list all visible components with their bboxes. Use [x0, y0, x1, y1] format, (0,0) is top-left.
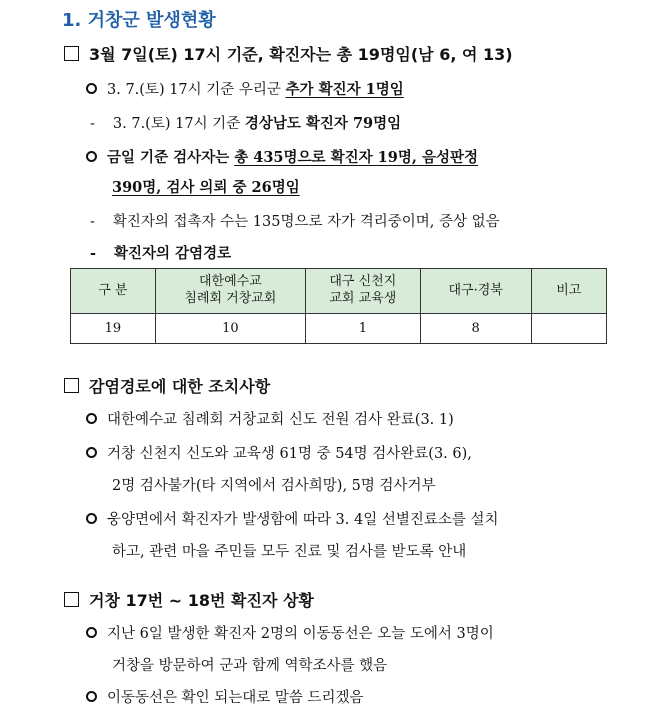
s1-item-5: - 확진자의 감염경로 — [90, 245, 232, 262]
s3-item-2: 이동동선은 확인 되는대로 말씀 드리겠음 — [86, 686, 364, 707]
page-title: 1. 거창군 발생현황 — [62, 10, 216, 31]
section2-heading: 감염경로에 대한 조치사항 — [64, 374, 270, 397]
checkbox-icon — [64, 46, 79, 61]
section1-heading: 3월 7일(토) 17시 기준, 확진자는 총 19명임(남 6, 여 13) — [64, 42, 513, 65]
s1-item-4: - 확진자의 접촉자 수는 135명으로 자가 격리중이며, 증상 없음 — [90, 214, 500, 230]
th-shincheonji: 대구 신천지 교회 교육생 — [306, 269, 421, 314]
s1-item-3: 금일 기준 검사자는 총 435명으로 확진자 19명, 음성판정 — [86, 146, 478, 167]
checkbox-icon — [64, 378, 79, 393]
s2-item-2: 거창 신천지 신도와 교육생 61명 중 54명 검사완료(3. 6), — [86, 442, 472, 463]
circle-bullet-icon — [86, 447, 97, 458]
s2-item-3: 웅양면에서 확진자가 발생함에 따라 3. 4일 선별진료소를 설치 — [86, 508, 499, 529]
s2-item-3-line2: 하고, 관련 마을 주민들 모두 진료 및 검사를 받도록 안내 — [112, 544, 467, 560]
circle-bullet-icon — [86, 83, 97, 94]
s1-item-3-line2: 390명, 검사 의뢰 중 26명임 — [112, 179, 300, 196]
s2-item-1: 대한예수교 침례회 거창교회 신도 전원 검사 완료(3. 1) — [86, 408, 454, 429]
cell-shincheonji: 1 — [306, 314, 421, 344]
infection-route-table — [70, 268, 607, 344]
s1-item-2: - 3. 7.(토) 17시 기준 경상남도 확진자 79명임 — [90, 115, 402, 132]
circle-bullet-icon — [86, 627, 97, 638]
table-row — [71, 314, 607, 344]
circle-bullet-icon — [86, 513, 97, 524]
cell-church: 10 — [155, 314, 305, 344]
s2-item-2-line2: 2명 검사불가(타 지역에서 검사희망), 5명 검사거부 — [112, 478, 436, 494]
circle-bullet-icon — [86, 691, 97, 702]
cell-daegu-gyeongbuk: 8 — [420, 314, 531, 344]
s3-item-1-line2: 거창을 방문하여 군과 함께 역학조사를 했음 — [112, 658, 388, 674]
th-note: 비고 — [531, 269, 606, 314]
circle-bullet-icon — [86, 151, 97, 162]
th-church: 대한예수교 침례회 거창교회 — [155, 269, 305, 314]
checkbox-icon — [64, 592, 79, 607]
table-header-row — [71, 269, 607, 314]
th-category: 구 분 — [71, 269, 156, 314]
cell-note — [531, 314, 606, 344]
s3-item-1: 지난 6일 발생한 확진자 2명의 이동동선은 오늘 도에서 3명이 — [86, 622, 494, 643]
section3-heading: 거창 17번 ~ 18번 확진자 상황 — [64, 588, 314, 611]
th-daegu-gyeongbuk: 대구·경북 — [420, 269, 531, 314]
s1-item-1: 3. 7.(토) 17시 기준 우리군 추가 확진자 1명임 — [86, 78, 404, 99]
circle-bullet-icon — [86, 413, 97, 424]
cell-total: 19 — [71, 314, 156, 344]
